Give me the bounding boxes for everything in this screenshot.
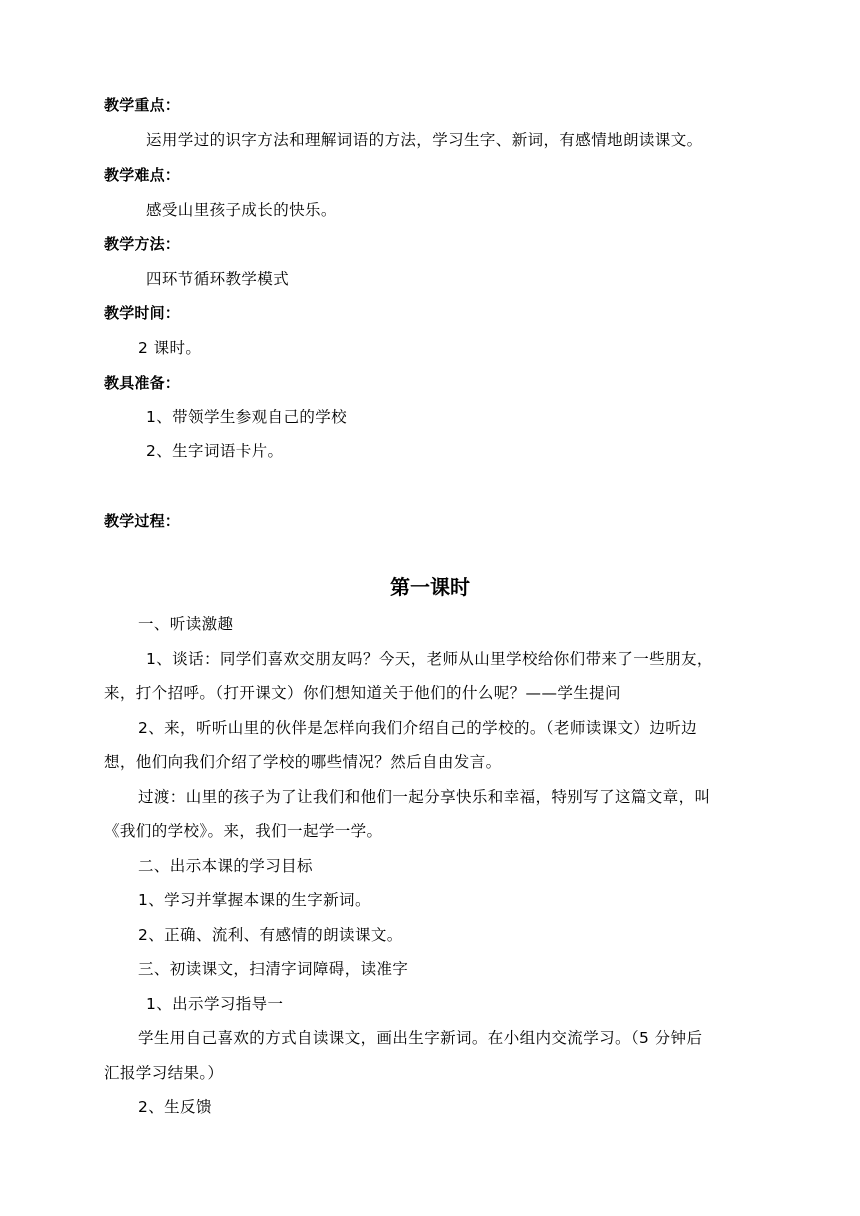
lesson-line: 一、听读激趣 — [138, 615, 234, 633]
method-heading: 教学方法： — [104, 235, 181, 253]
tools-item: 1、带领学生参观自己的学校 — [146, 408, 348, 426]
time-heading: 教学时间： — [104, 304, 181, 322]
lesson-line: 想，他们向我们介绍了学校的哪些情况？然后自由发言。 — [104, 753, 502, 771]
process-heading: 教学过程： — [104, 512, 181, 530]
difficulty-text: 感受山里孩子成长的快乐。 — [146, 201, 337, 219]
lesson-line: 学生用自己喜欢的方式自读课文，画出生字新词。在小组内交流学习。（5 分钟后 — [138, 1029, 703, 1047]
lesson-title: 第一课时 — [390, 575, 470, 599]
lesson-line: 2、来，听听山里的伙伴是怎样向我们介绍自己的学校的。（老师读课文）边听边 — [138, 719, 698, 737]
lesson-line: 2、生反馈 — [138, 1098, 212, 1116]
time-text: 2 课时。 — [138, 339, 202, 357]
lesson-line: 1、出示学习指导一 — [146, 995, 284, 1013]
tools-heading: 教具准备： — [104, 374, 181, 392]
lesson-line: 来，打个招呼。（打开课文）你们想知道关于他们的什么呢？——学生提问 — [104, 684, 621, 702]
lesson-line: 1、学习并掌握本课的生字新词。 — [138, 891, 371, 909]
difficulty-heading: 教学难点： — [104, 166, 181, 184]
tools-item: 2、生字词语卡片。 — [146, 442, 284, 460]
lesson-line: 二、出示本课的学习目标 — [138, 857, 313, 875]
lesson-line: 三、初读课文，扫清字词障碍，读准字 — [138, 960, 409, 978]
lesson-line: 2、正确、流利、有感情的朗读课文。 — [138, 926, 403, 944]
lesson-line: 汇报学习结果。） — [104, 1064, 224, 1082]
lesson-line: 过渡：山里的孩子为了让我们和他们一起分享快乐和幸福，特别写了这篇文章，叫 — [138, 788, 711, 806]
lesson-line: 1、谈话：同学们喜欢交朋友吗？今天，老师从山里学校给你们带来了一些朋友， — [146, 650, 713, 668]
method-text: 四环节循环教学模式 — [146, 270, 290, 288]
lesson-line: 《我们的学校》。来，我们一起学一学。 — [104, 822, 383, 840]
focus-heading: 教学重点： — [104, 96, 181, 114]
focus-text: 运用学过的识字方法和理解词语的方法，学习生字、新词，有感情地朗读课文。 — [146, 131, 703, 149]
